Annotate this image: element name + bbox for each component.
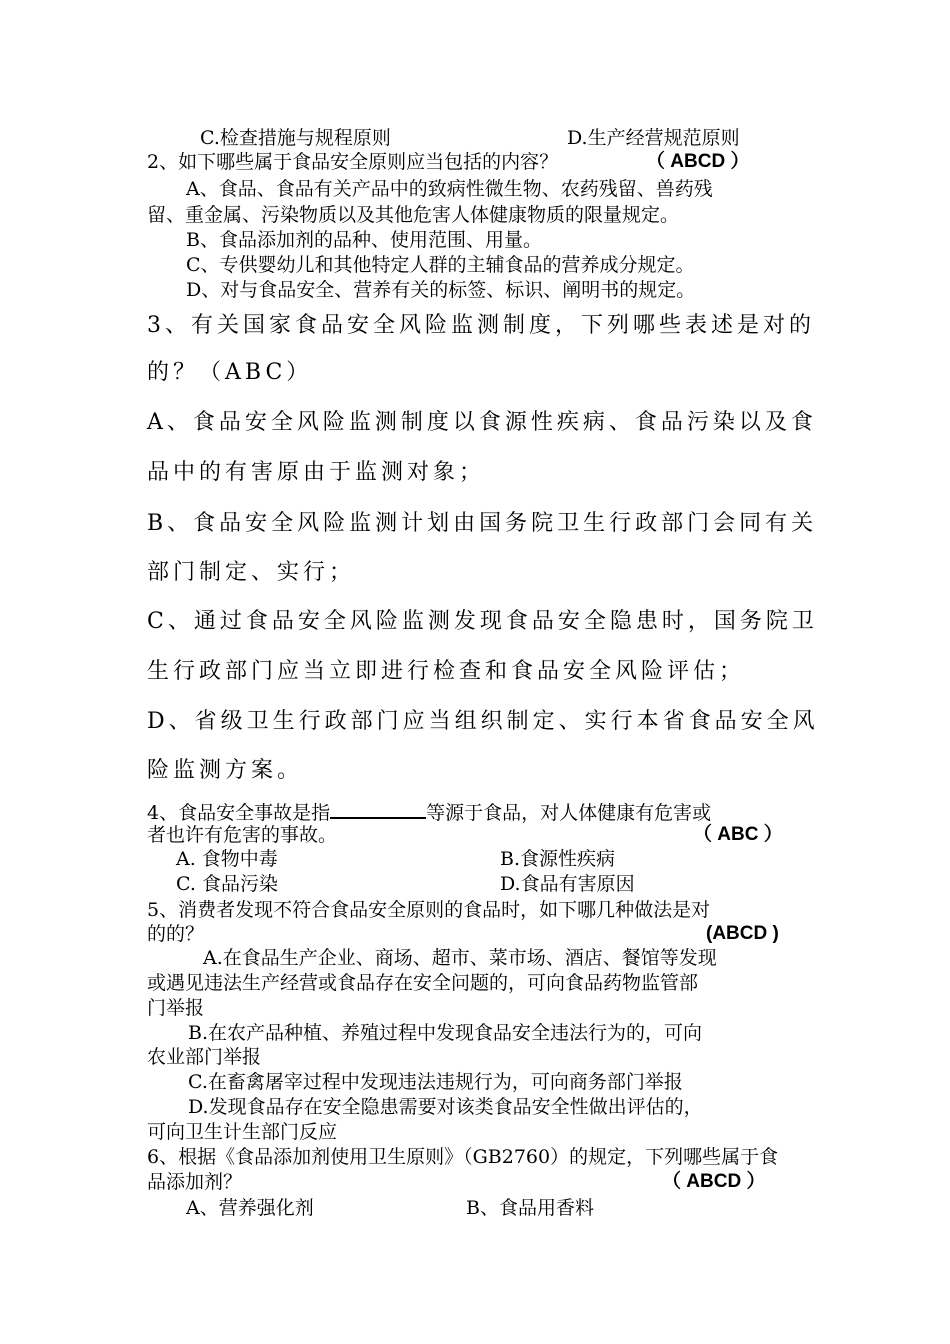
q3-option-b-line2: 部门制定、实行； bbox=[147, 560, 356, 585]
q4-fill-blank bbox=[330, 799, 426, 819]
q3-option-a-line1: A、食品安全风险监测制度以食源性疾病、食品污染以及食 bbox=[147, 410, 817, 435]
q5-option-a-line3: 门举报 bbox=[147, 997, 205, 1019]
q3-option-d-line1: D、省级卫生行政部门应当组织制定、实行本省食品安全风 bbox=[147, 709, 819, 734]
q3-option-a-line2: 品中的有害原由于监测对象； bbox=[147, 460, 486, 485]
q4-stem-line2: 者也许有危害的事故。 bbox=[147, 824, 338, 846]
q6-stem-line1: 6、根据《食品添加剂使用卫生原则》（GB2760）的规定，下列哪些属于食 bbox=[147, 1146, 779, 1168]
q5-stem-line1: 5、消费者发现不符合食品安全原则的食品时，如下哪几种做法是对 bbox=[147, 899, 711, 921]
q4-option-a: A. 食物中毒 bbox=[176, 848, 278, 870]
q2-option-d: D、对与食品安全、营养有关的标签、标识、阐明书的规定。 bbox=[186, 279, 696, 301]
q5-answer: (ABCD ) bbox=[706, 923, 779, 944]
q5-option-b-line1: B.在农产品种植、养殖过程中发现食品安全违法行为的，可向 bbox=[188, 1022, 703, 1044]
q3-option-c-line1: C、通过食品安全风险监测发现食品安全隐患时，国务院卫 bbox=[147, 609, 818, 634]
q2-option-a-line1: A、食品、食品有关产品中的致病性微生物、农药残留、兽药残 bbox=[186, 178, 713, 200]
q4-stem-line1 bbox=[147, 799, 711, 825]
q3-option-b-line1: B、食品安全风险监测计划由国务院卫生行政部门会同有关 bbox=[147, 511, 818, 536]
q4-option-d: D.食品有害原因 bbox=[500, 873, 635, 895]
q3-option-d-line2: 险监测方案。 bbox=[147, 758, 304, 783]
q3-stem-line1: 3、有关国家食品安全风险监测制度，下列哪些表述是对的 bbox=[147, 313, 815, 338]
q6-answer: （ ABCD ） bbox=[662, 1171, 766, 1192]
q4-option-b: B.食源性疾病 bbox=[500, 848, 616, 870]
q4-stem-prefix: 4、食品安全事故是指 bbox=[147, 802, 331, 824]
q2-option-b: B、食品添加剂的品种、使用范围、用量。 bbox=[186, 229, 542, 251]
q5-option-d-line1: D.发现食品存在安全隐患需要对该类食品安全性做出评估的， bbox=[188, 1096, 703, 1118]
q5-option-d-line2: 可向卫生计生部门反应 bbox=[147, 1121, 338, 1143]
q4-option-c: C. 食品污染 bbox=[176, 873, 278, 895]
q5-option-a-line1: A.在食品生产企业、商场、超市、菜市场、酒店、餐馆等发现 bbox=[203, 947, 717, 969]
q6-option-b: B、食品用香料 bbox=[466, 1197, 594, 1219]
q4-stem-suffix: 等源于食品，对人体健康有危害或 bbox=[426, 802, 712, 824]
q3-stem-line2: 的？（ABC） bbox=[147, 360, 313, 385]
q6-option-a: A、营养强化剂 bbox=[186, 1197, 314, 1219]
q1-option-d: D.生产经营规范原则 bbox=[567, 127, 740, 149]
q5-option-b-line2: 农业部门举报 bbox=[147, 1046, 262, 1068]
q6-stem-line2: 品添加剂？ bbox=[147, 1171, 243, 1193]
q2-stem: 2、如下哪些属于食品安全原则应当包括的内容？ bbox=[147, 151, 559, 173]
q5-option-c: C.在畜禽屠宰过程中发现违法违规行为，可向商务部门举报 bbox=[188, 1071, 683, 1093]
q2-answer: （ ABCD ） bbox=[646, 151, 750, 172]
q1-option-c: C.检查措施与规程原则 bbox=[200, 127, 391, 149]
q4-answer: （ ABC ） bbox=[693, 824, 783, 845]
q2-option-a-line2: 留、重金属、污染物质以及其他危害人体健康物质的限量规定。 bbox=[147, 204, 680, 226]
q5-option-a-line2: 或遇见违法生产经营或食品存在安全问题的，可向食品药物监管部 bbox=[147, 972, 699, 994]
q2-option-c: C、专供婴幼儿和其他特定人群的主辅食品的营养成分规定。 bbox=[186, 254, 695, 276]
q3-option-c-line2: 生行政部门应当立即进行检查和食品安全风险评估； bbox=[147, 659, 746, 684]
q5-stem-line2: 的的？ bbox=[147, 923, 205, 945]
